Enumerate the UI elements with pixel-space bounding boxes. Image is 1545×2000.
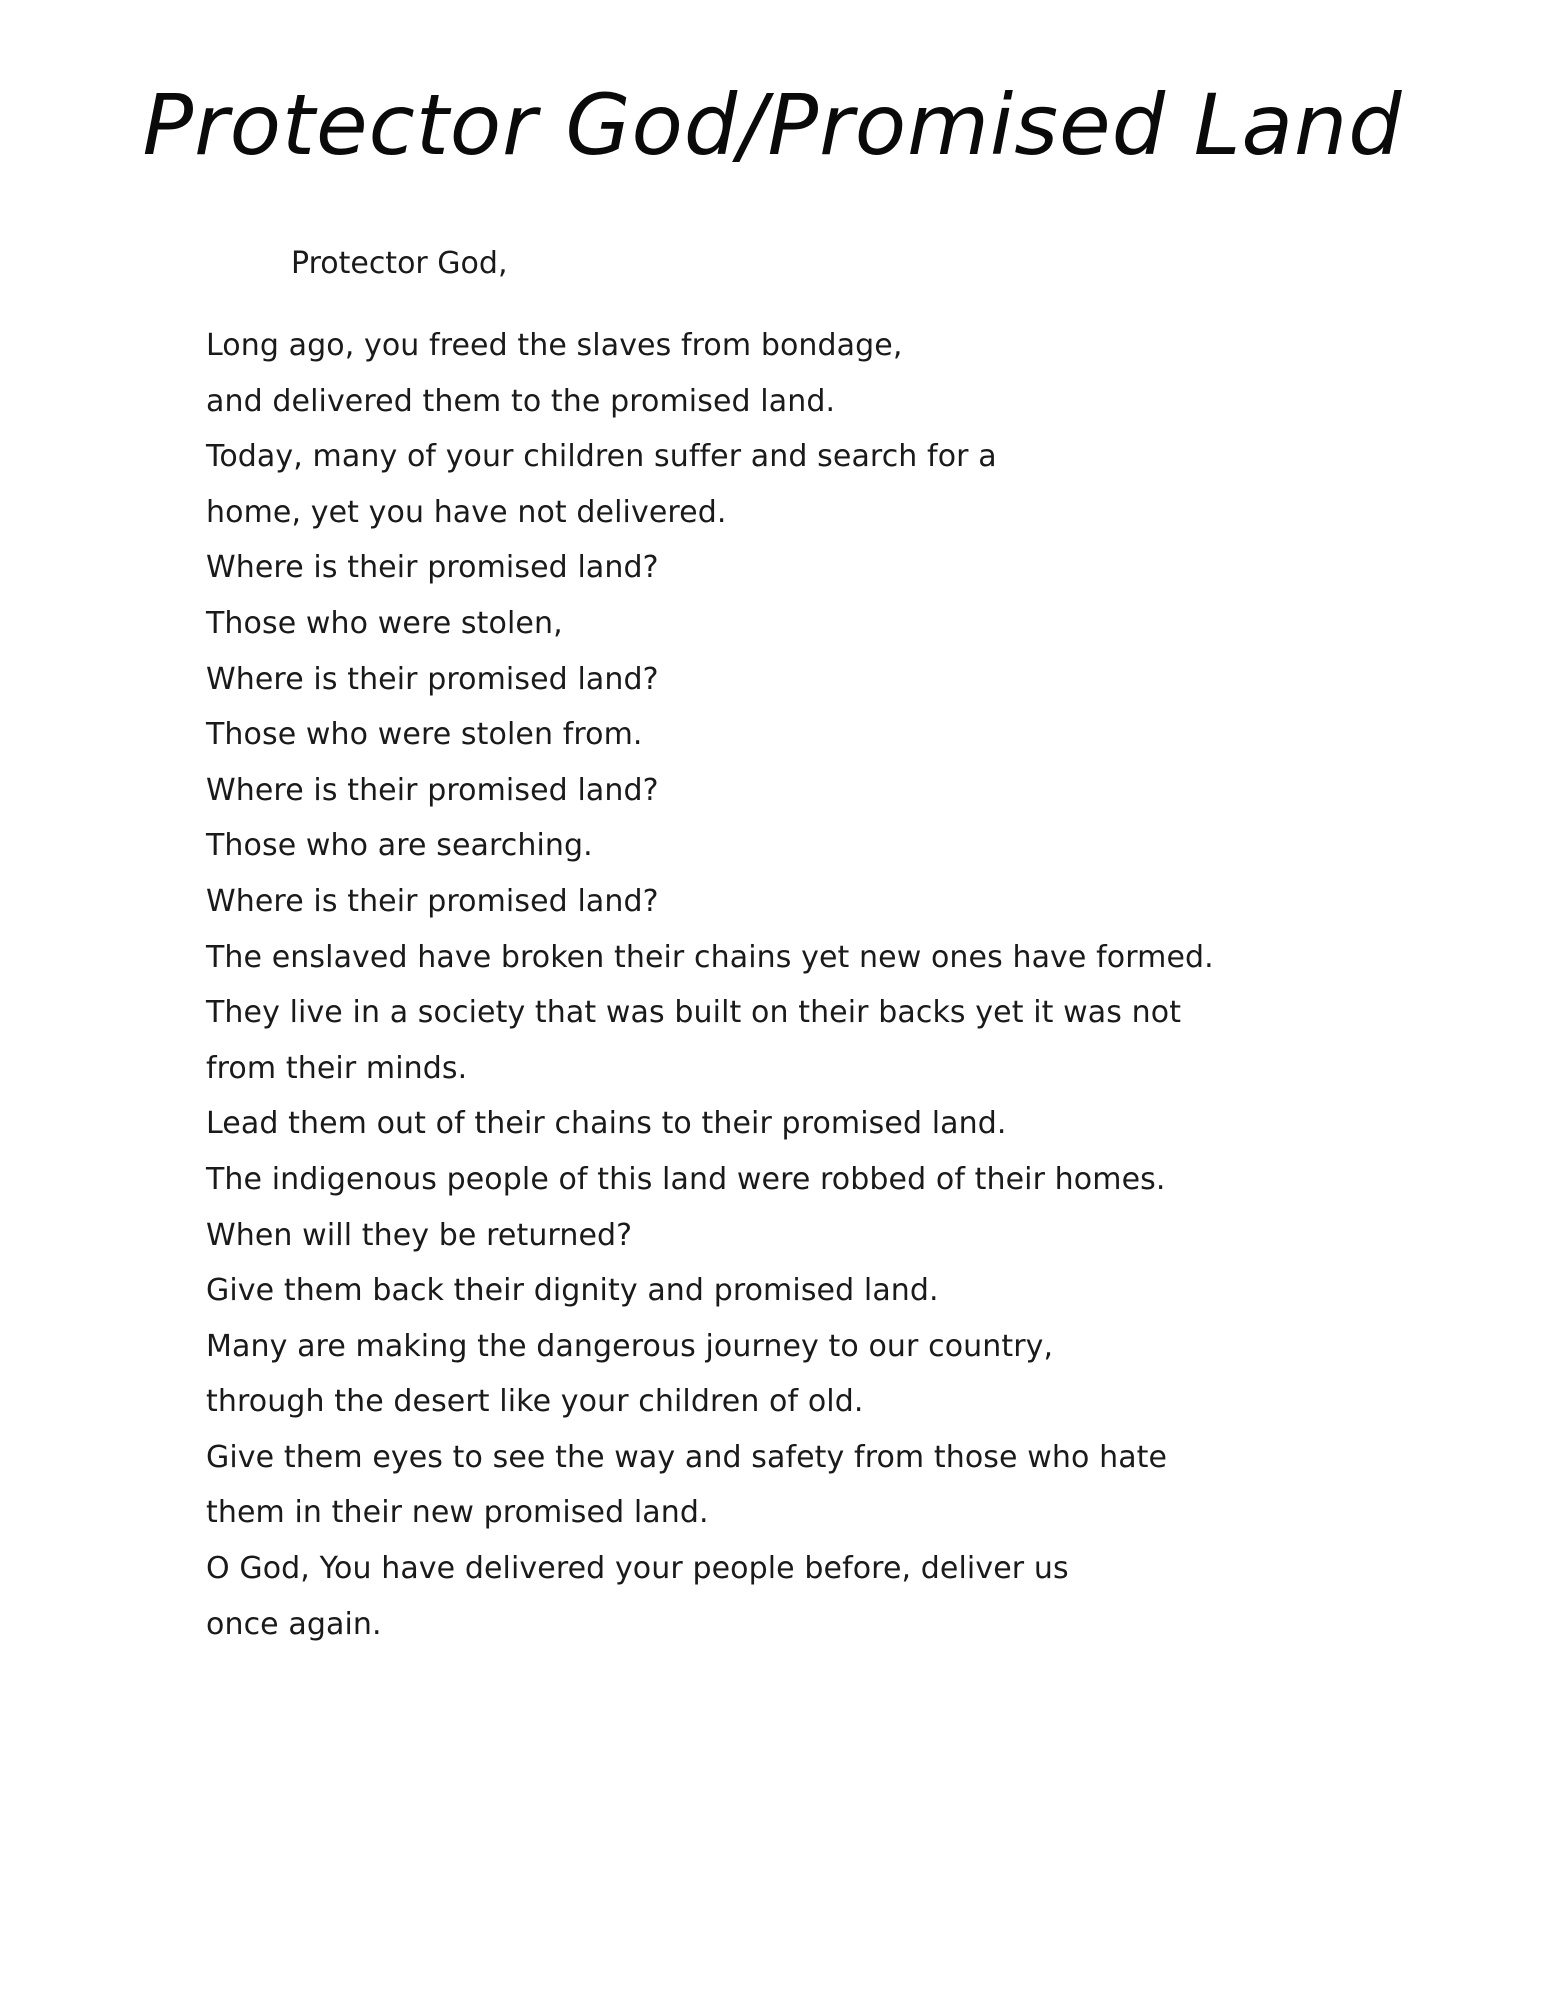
poem-line: from their minds.	[206, 1050, 468, 1086]
poem-line: The indigenous people of this land were robbed of their homes.	[206, 1161, 1166, 1197]
poem-line: Those who were stolen,	[206, 605, 563, 641]
poem-line: Give them back their dignity and promised land.	[206, 1273, 939, 1309]
poem-line: and delivered them to the promised land.	[206, 383, 836, 419]
poem-line: Long ago, you freed the slaves from bondage,	[206, 328, 903, 363]
poem-line: home, yet you have not delivered.	[206, 494, 727, 530]
poem-line: The enslaved have broken their chains yet new ones have formed.	[206, 939, 1214, 975]
poem-body	[206, 318, 1356, 1652]
poem-line: When will they be returned?	[206, 1217, 633, 1253]
poem-line: Where is their promised land?	[206, 883, 659, 919]
poem-line: once again.	[206, 1606, 382, 1642]
salutation: Protector God,	[291, 246, 508, 281]
poem-line: through the desert like your children of old.	[206, 1384, 864, 1420]
poem-line: Where is their promised land?	[206, 772, 659, 808]
poem-line: Give them eyes to see the way and safety from those who hate	[206, 1439, 1168, 1475]
poem-line: Those who are searching.	[206, 828, 593, 864]
poem-line: Where is their promised land?	[206, 661, 659, 697]
poem-line: them in their new promised land.	[206, 1495, 709, 1531]
poem-line: Many are making the dangerous journey to our country,	[206, 1328, 1054, 1364]
poem-line: Lead them out of their chains to their promised land.	[206, 1106, 1007, 1142]
poem-line: Those who were stolen from.	[206, 717, 643, 753]
poem-line: O God, You have delivered your people before, deliver us	[206, 1551, 1069, 1587]
poem-line: Where is their promised land?	[206, 550, 659, 586]
poem-line: Today, many of your children suffer and search for a	[206, 439, 997, 475]
poem-line: They live in a society that was built on their backs yet it was not	[206, 995, 1182, 1031]
page-title: Protector God/Promised Land	[142, 76, 1403, 174]
